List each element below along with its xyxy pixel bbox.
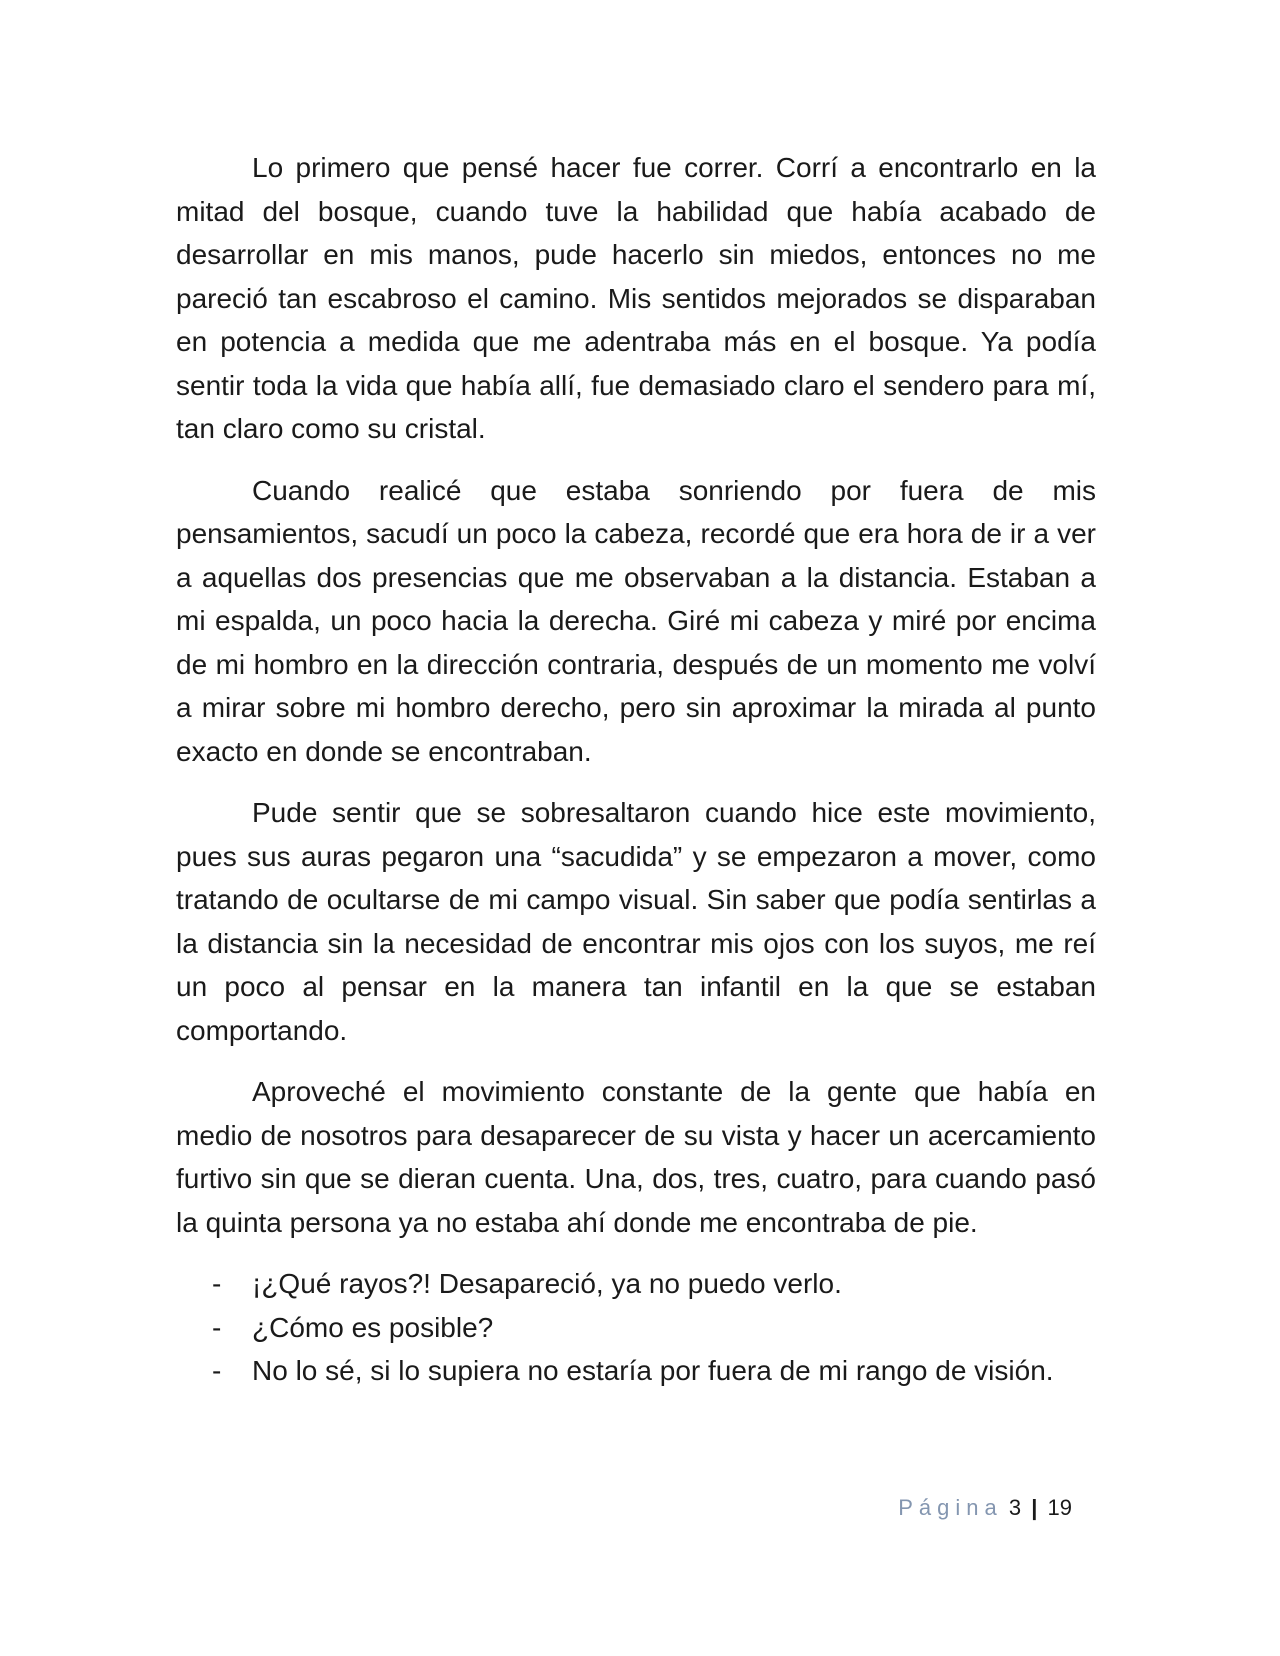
paragraph-3: Pude sentir que se sobresaltaron cuando hice este movimiento, pues sus auras pegaron una “sacudida” y se empezaron a mover, como tratando de ocultarse de mi campo visual. Sin saber que podía sentirlas a la distancia sin la necesidad de encontrar mis ojos con los suyos, me reí un poco al pensar en la manera tan infantil en la que se estaban comportando. — [176, 797, 1096, 1046]
dialogue-text: ¡¿Qué rayos?! Desapareció, ya no puedo verlo. — [252, 1268, 842, 1299]
dialogue-dash: - — [212, 1268, 222, 1299]
page-footer — [898, 1494, 1072, 1522]
paragraph-2: Cuando realicé que estaba sonriendo por fuera de mis pensamientos, sacudí un poco la cabeza, recordé que era hora de ir a ver a aquellas dos presencias que me observaban a la distancia. Estaban a mi espalda, un poco hacia la derecha. Giré mi cabeza y miré por encima de mi hombro en la dirección contraria, después de un momento me volví a mirar sobre mi hombro derecho, pero sin aproximar la mirada al punto exacto en donde se encontraban. — [176, 474, 1096, 767]
dialogue-line-3 — [176, 1349, 1096, 1393]
page-word: Página — [898, 1495, 1003, 1520]
dialogue-list — [176, 1262, 1096, 1393]
page-separator: | — [1031, 1495, 1038, 1520]
dialogue-line-1 — [176, 1262, 1096, 1306]
dialogue-dash: - — [212, 1355, 222, 1386]
text-body — [176, 146, 1096, 1393]
paragraph-4: Aproveché el movimiento constante de la gente que había en medio de nosotros para desaparecer de su vista y hacer un acercamiento furtivo sin que se dieran cuenta. Una, dos, tres, cuatro, para cuando pasó la quinta persona ya no estaba ahí donde me encontraba de pie. — [176, 1076, 1096, 1238]
page-number: 3 — [1008, 1495, 1022, 1520]
paragraph-1: Lo primero que pensé hacer fue correr. Corrí a encontrarlo en la mitad del bosque, cuando tuve la habilidad que había acabado de desarrollar en mis manos, pude hacerlo sin miedos, entonces no me pareció tan escabroso el camino. Mis sentidos mejorados se disparaban en potencia a medida que me adentraba más en el bosque. Ya podía sentir toda la vida que había allí, fue demasiado claro el sendero para mí, tan claro como su cristal. — [176, 152, 1096, 444]
dialogue-line-2 — [176, 1306, 1096, 1350]
dialogue-text: No lo sé, si lo supiera no estaría por fuera de mi rango de visión. — [252, 1355, 1054, 1386]
dialogue-dash: - — [212, 1311, 222, 1343]
total-pages: 19 — [1047, 1495, 1072, 1520]
dialogue-text: ¿Cómo es posible? — [252, 1311, 494, 1343]
